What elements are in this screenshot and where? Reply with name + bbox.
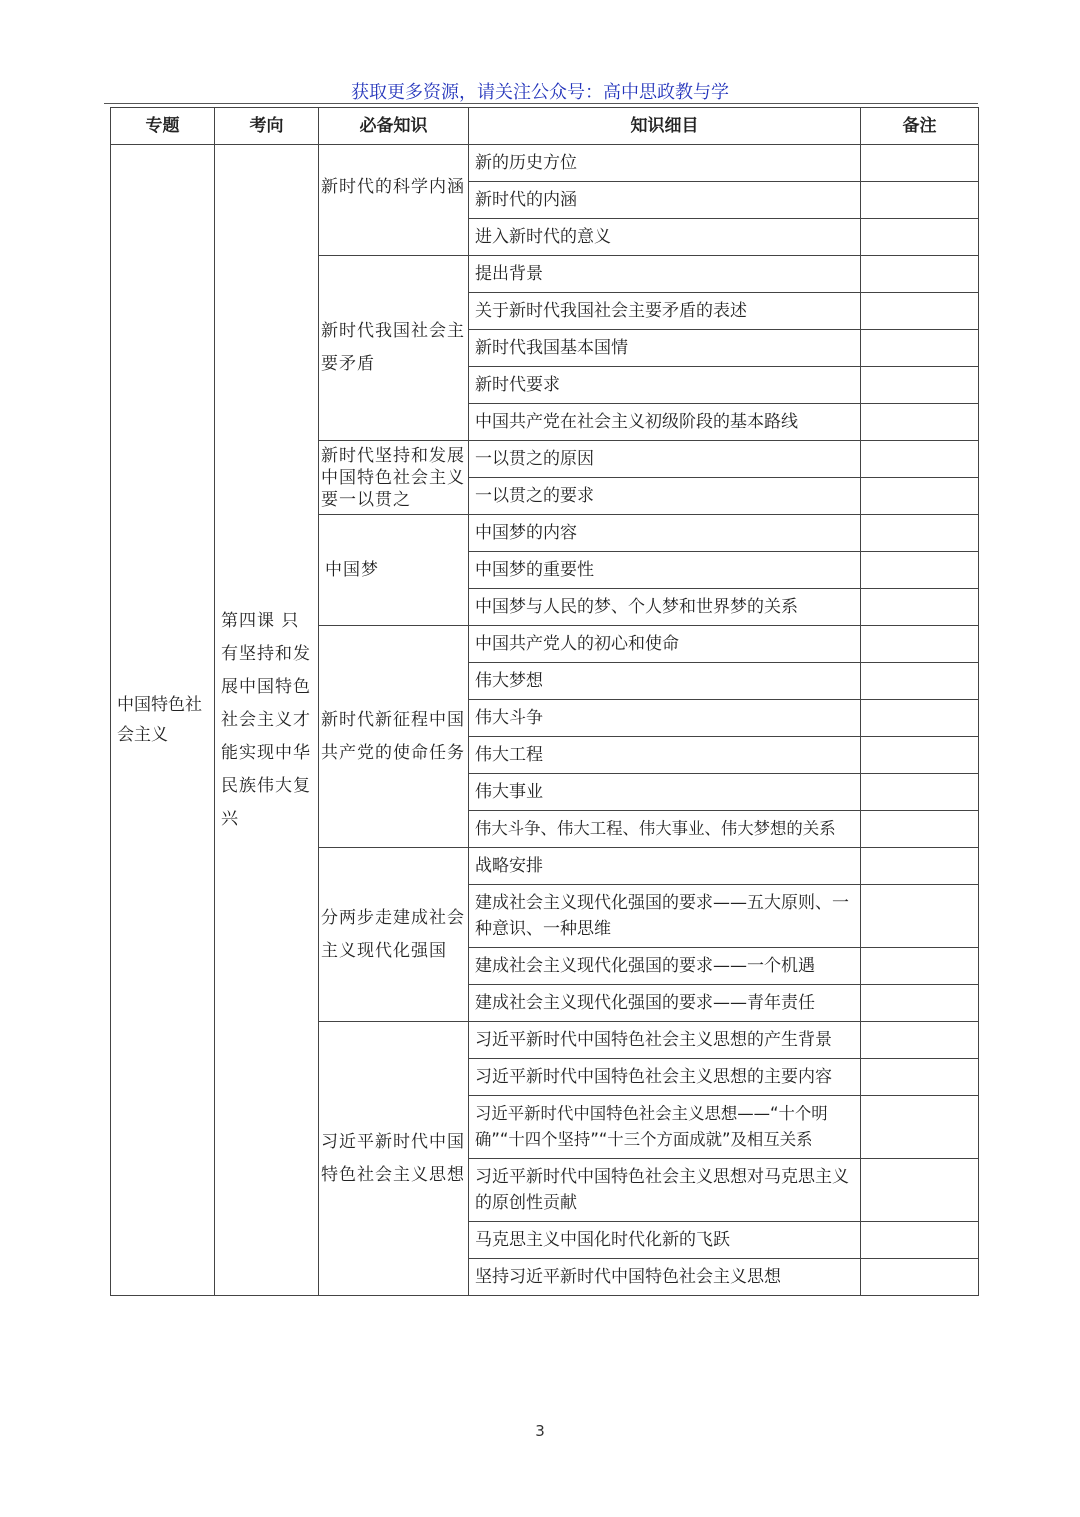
remark-cell xyxy=(861,1222,979,1259)
remark-cell xyxy=(861,1022,979,1059)
detail-cell: 坚持习近平新时代中国特色社会主义思想 xyxy=(469,1259,861,1296)
detail-cell: 进入新时代的意义 xyxy=(469,219,861,256)
detail-cell: 建成社会主义现代化强国的要求——一个机遇 xyxy=(469,948,861,985)
remark-cell xyxy=(861,256,979,293)
subject-cell: 中国特色社会主义 xyxy=(111,145,215,1296)
detail-cell: 习近平新时代中国特色社会主义思想的主要内容 xyxy=(469,1059,861,1096)
detail-cell: 战略安排 xyxy=(469,848,861,885)
remark-cell xyxy=(861,441,979,478)
column-header: 考向 xyxy=(215,108,319,145)
page-number: 3 xyxy=(535,1422,545,1440)
table-row xyxy=(111,145,979,182)
column-header: 备注 xyxy=(861,108,979,145)
detail-cell: 伟大斗争、伟大工程、伟大事业、伟大梦想的关系 xyxy=(469,811,861,848)
detail-cell: 习近平新时代中国特色社会主义思想——“十个明确”“十四个坚持”“十三个方面成就”及相互关系 xyxy=(469,1096,861,1159)
knowledge-cell: 新时代新征程中国共产党的使命任务 xyxy=(319,626,469,848)
remark-cell xyxy=(861,1259,979,1296)
remark-cell xyxy=(861,219,979,256)
detail-cell: 新的历史方位 xyxy=(469,145,861,182)
detail-cell: 提出背景 xyxy=(469,256,861,293)
remark-cell xyxy=(861,700,979,737)
remark-cell xyxy=(861,848,979,885)
knowledge-table xyxy=(110,107,979,1296)
header-note: 获取更多资源，请关注公众号：高中思政教与学 xyxy=(351,82,729,103)
remark-cell xyxy=(861,589,979,626)
detail-cell: 建成社会主义现代化强国的要求——青年责任 xyxy=(469,985,861,1022)
remark-cell xyxy=(861,985,979,1022)
remark-cell xyxy=(861,404,979,441)
detail-cell: 中国梦的重要性 xyxy=(469,552,861,589)
detail-cell: 中国梦与人民的梦、个人梦和世界梦的关系 xyxy=(469,589,861,626)
knowledge-cell: 新时代我国社会主要矛盾 xyxy=(319,256,469,441)
knowledge-cell: 中国梦 xyxy=(319,515,469,626)
column-header: 必备知识 xyxy=(319,108,469,145)
remark-cell xyxy=(861,885,979,948)
remark-cell xyxy=(861,948,979,985)
header-rule xyxy=(104,103,978,104)
remark-cell xyxy=(861,330,979,367)
remark-cell xyxy=(861,182,979,219)
column-header: 专题 xyxy=(111,108,215,145)
remark-cell xyxy=(861,774,979,811)
remark-cell xyxy=(861,552,979,589)
detail-cell: 新时代要求 xyxy=(469,367,861,404)
detail-cell: 新时代我国基本国情 xyxy=(469,330,861,367)
column-header: 知识细目 xyxy=(469,108,861,145)
detail-cell: 习近平新时代中国特色社会主义思想的产生背景 xyxy=(469,1022,861,1059)
detail-cell: 伟大梦想 xyxy=(469,663,861,700)
knowledge-cell: 习近平新时代中国特色社会主义思想 xyxy=(319,1022,469,1296)
detail-cell: 伟大工程 xyxy=(469,737,861,774)
detail-cell: 一以贯之的原因 xyxy=(469,441,861,478)
remark-cell xyxy=(861,145,979,182)
detail-cell: 关于新时代我国社会主要矛盾的表述 xyxy=(469,293,861,330)
detail-cell: 中国共产党人的初心和使命 xyxy=(469,626,861,663)
knowledge-cell: 分两步走建成社会主义现代化强国 xyxy=(319,848,469,1022)
detail-cell: 伟大斗争 xyxy=(469,700,861,737)
detail-cell: 伟大事业 xyxy=(469,774,861,811)
remark-cell xyxy=(861,1159,979,1222)
remark-cell xyxy=(861,1096,979,1159)
remark-cell xyxy=(861,626,979,663)
detail-cell: 建成社会主义现代化强国的要求——五大原则、一种意识、一种思维 xyxy=(469,885,861,948)
knowledge-cell: 新时代坚持和发展中国特色社会主义要一以贯之 xyxy=(319,441,469,515)
direction-cell: 第四课 只有坚持和发展中国特色社会主义才能实现中华民族伟大复兴 xyxy=(215,145,319,1296)
remark-cell xyxy=(861,515,979,552)
detail-cell: 中国梦的内容 xyxy=(469,515,861,552)
remark-cell xyxy=(861,737,979,774)
detail-cell: 中国共产党在社会主义初级阶段的基本路线 xyxy=(469,404,861,441)
remark-cell xyxy=(861,478,979,515)
remark-cell xyxy=(861,811,979,848)
detail-cell: 新时代的内涵 xyxy=(469,182,861,219)
detail-cell: 一以贯之的要求 xyxy=(469,478,861,515)
table-header-row xyxy=(111,108,979,145)
detail-cell: 马克思主义中国化时代化新的飞跃 xyxy=(469,1222,861,1259)
remark-cell xyxy=(861,1059,979,1096)
remark-cell xyxy=(861,367,979,404)
knowledge-cell: 新时代的科学内涵 xyxy=(319,145,469,256)
detail-cell: 习近平新时代中国特色社会主义思想对马克思主义的原创性贡献 xyxy=(469,1159,861,1222)
remark-cell xyxy=(861,663,979,700)
remark-cell xyxy=(861,293,979,330)
